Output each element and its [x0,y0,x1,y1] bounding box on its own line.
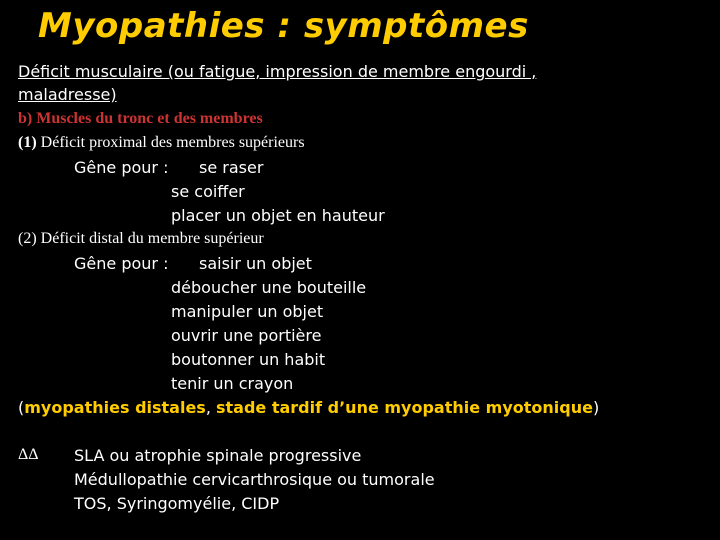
item-1-list-item: se raser [199,158,264,177]
differential-item: TOS, Syringomyélie, CIDP [74,494,280,513]
differential-item: SLA ou atrophie spinale progressive [74,446,362,465]
intro-line-2: maladresse) [18,85,117,104]
item-2-heading: (2) Déficit distal du membre supérieur [18,230,264,247]
note-distal-myopathies: myopathies distales [24,398,206,417]
item-2-list-item: ouvrir une portière [171,326,322,345]
note-comma: , [205,398,216,417]
item-2-list-item: boutonner un habit [171,350,326,369]
item-1-text: Déficit proximal des membres supérieurs [36,134,305,151]
item-1-list-item: se coiffer [171,182,245,201]
item-1-number: (1) [18,134,37,151]
item-2-list-item: tenir un crayon [171,374,294,393]
differential-symbol: ΔΔ [18,446,39,463]
note-open: ( [18,398,25,417]
section-b-heading: b) Muscles du tronc et des membres [18,110,263,127]
item-2-list-item: saisir un objet [199,254,312,273]
item-2-list-item: déboucher une bouteille [171,278,367,297]
item-1-heading [18,134,305,152]
item-1-gene-label: Gêne pour : [74,158,169,177]
item-2-list-item: manipuler un objet [171,302,324,321]
note-late-stage: stade tardif d’une myopathie myotonique [216,398,593,417]
differential-item: Médullopathie cervicarthrosique ou tumorale [74,470,435,489]
item-1-list-item: placer un objet en hauteur [171,206,385,225]
note-close: ) [592,398,600,417]
slide-title: Myopathies : symptômes [38,6,529,46]
item-2-gene-label: Gêne pour : [74,254,169,273]
note-line [18,398,599,417]
intro-line-1: Déficit musculaire (ou fatigue, impression de membre engourdi , [18,62,537,81]
